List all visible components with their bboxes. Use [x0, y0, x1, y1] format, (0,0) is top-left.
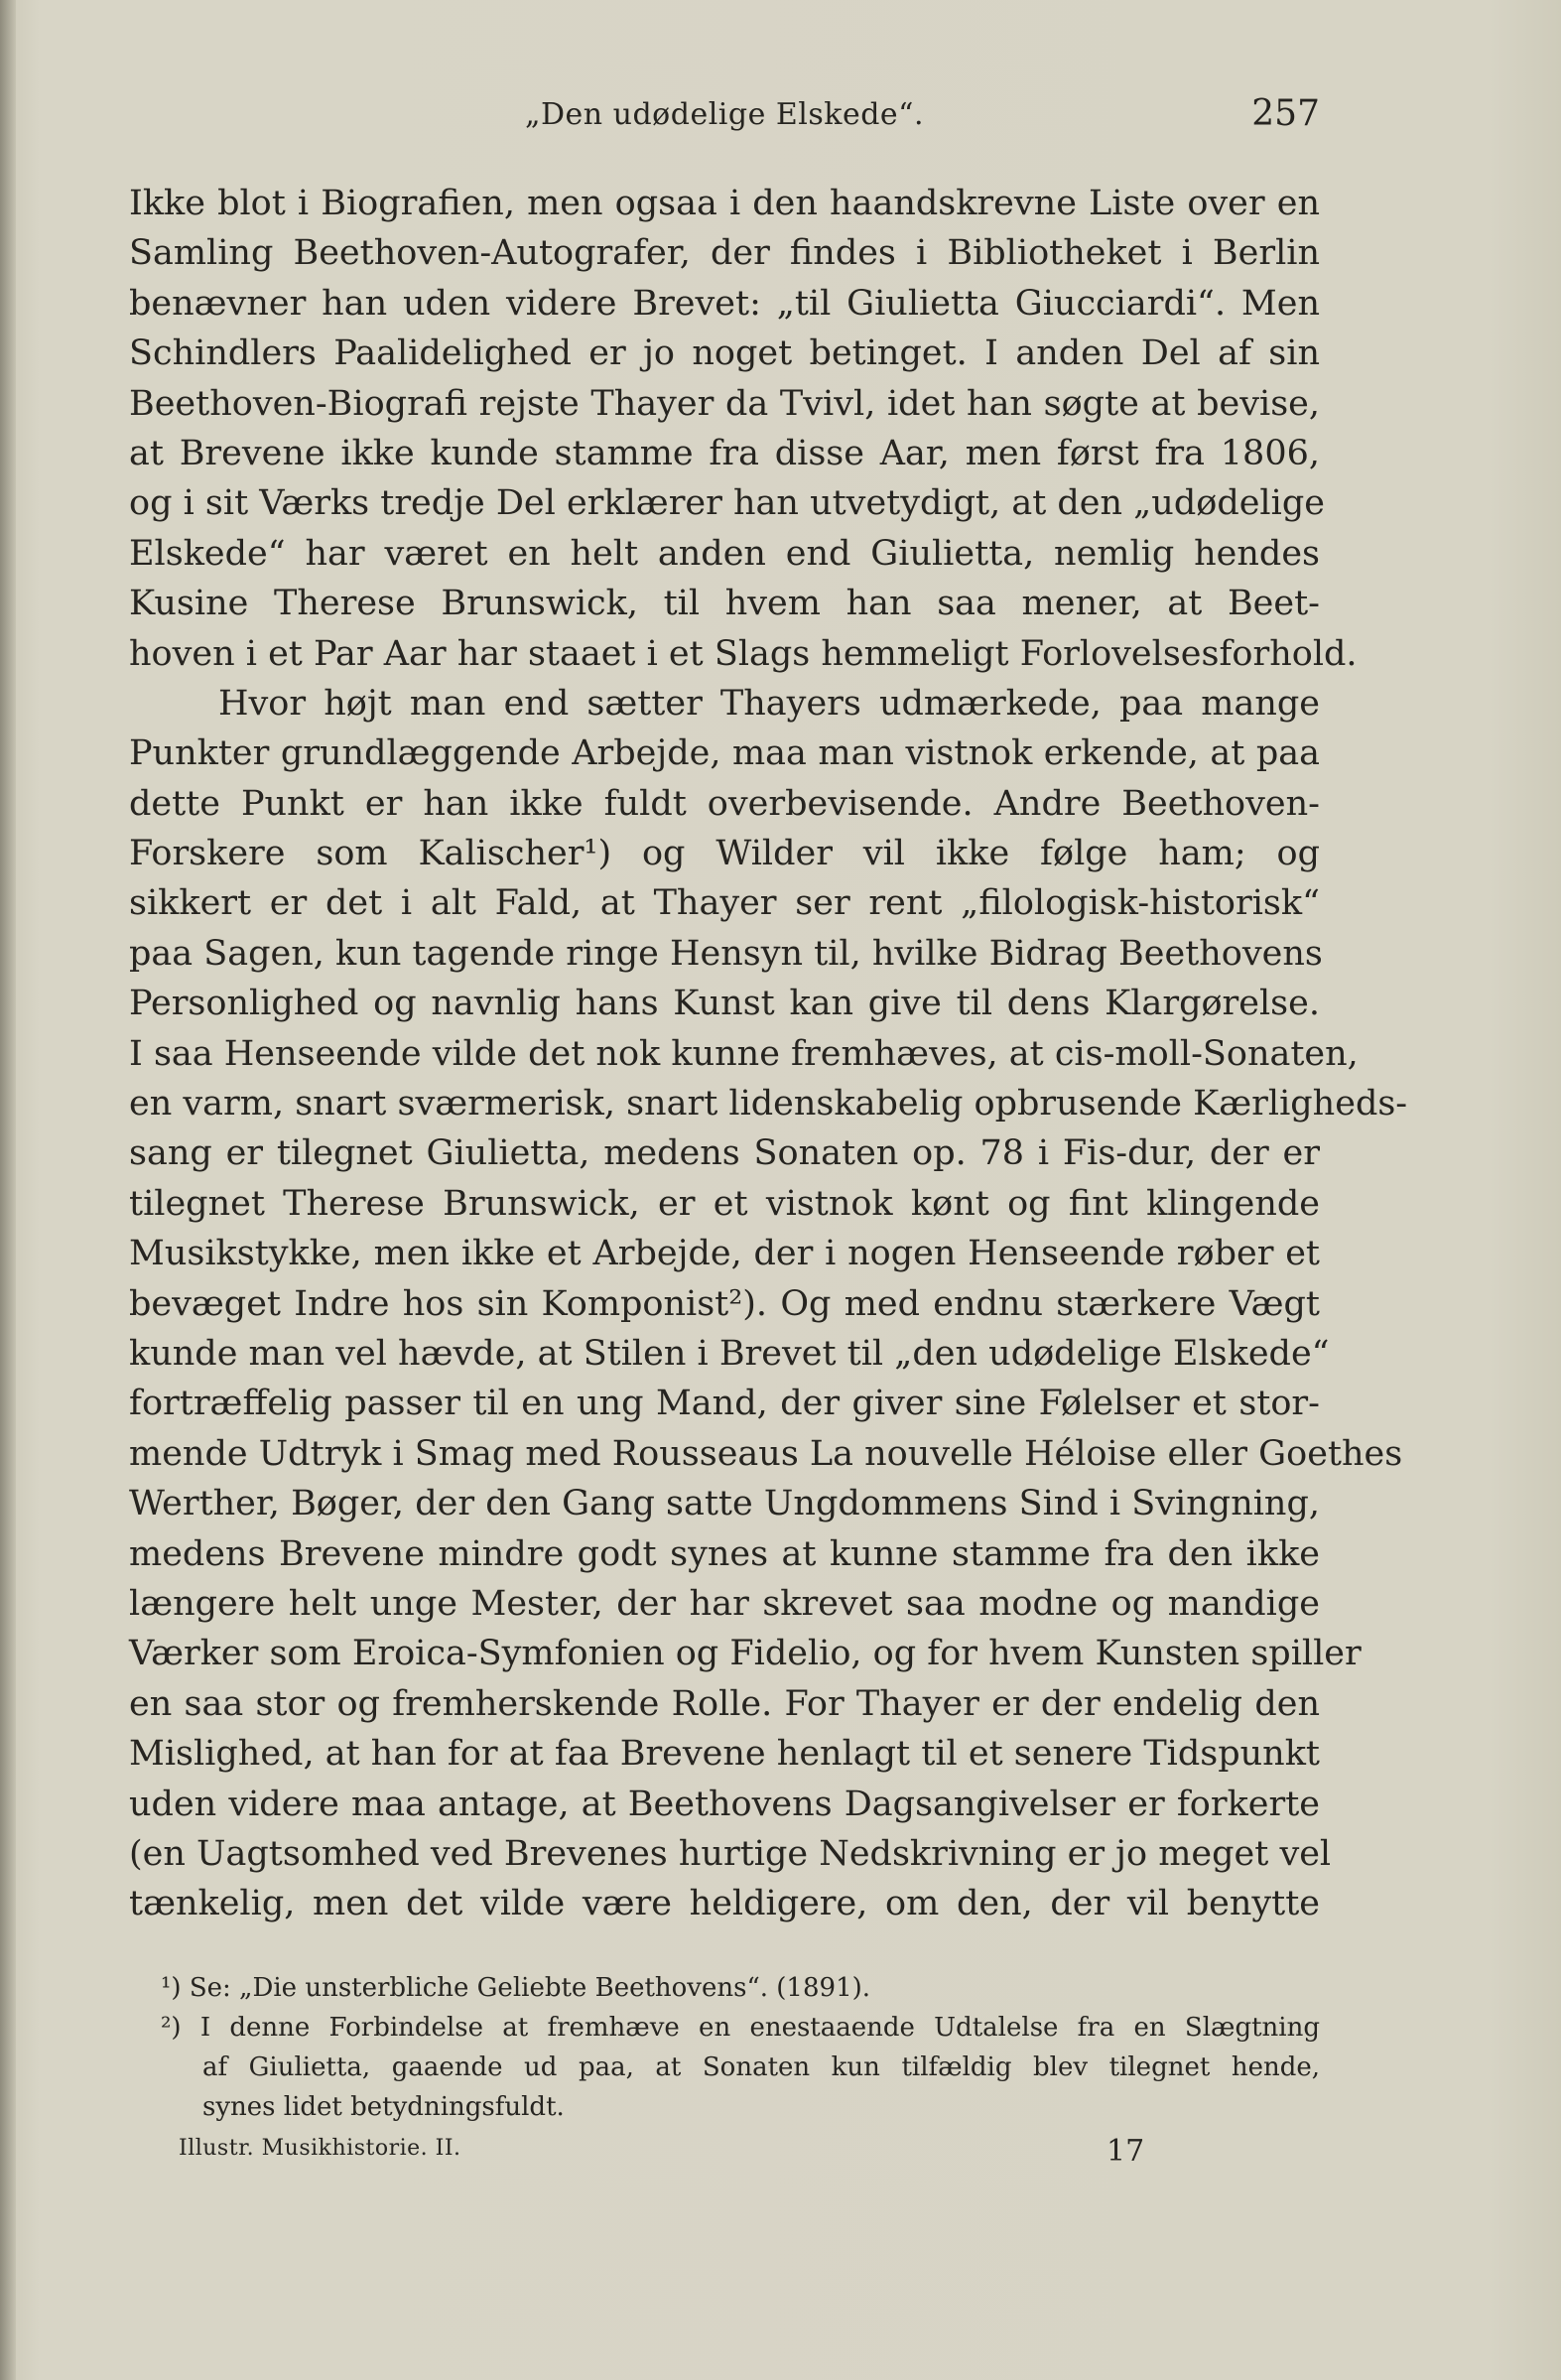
signature-source: Illustr. Musikhistorie. II.: [179, 2136, 461, 2161]
page-header: [129, 93, 1320, 141]
text-line: (en Uagtsomhed ved Brevenes hurtige Nedskrivning er jo meget vel: [129, 1833, 1332, 1874]
text-line: sikkert er det i alt Fald, at Thayer ser rent „filologisk-historisk“: [129, 883, 1320, 924]
text-line: mende Udtryk i Smag med Rousseaus La nouvelle Héloise eller Goethes: [129, 1433, 1403, 1474]
footnote-2-continued: synes lidet betydningsfuldt.: [202, 2092, 565, 2122]
text-line: og i sit Værks tredje Del erklærer han utvetydigt, at den „udødelige: [129, 483, 1325, 524]
text-line: længere helt unge Mester, der har skrevet saa modne og mandige: [129, 1583, 1320, 1624]
text-line: Personlighed og navnlig hans Kunst kan give til dens Klargørelse.: [129, 984, 1320, 1024]
signature-number: 17: [1106, 2134, 1145, 2169]
text-line: Mislighed, at han for at faa Brevene henlagt til et senere Tidspunkt: [129, 1734, 1320, 1775]
text-line: tænkelig, men det vilde være heldigere, om den, der vil benytte: [129, 1884, 1320, 1924]
text-line: hoven i et Par Aar har staaet i et Slags hemmeligt Forlovelsesforhold.: [129, 633, 1358, 674]
text-line: Elskede“ har været en helt anden end Giulietta, nemlig hendes: [129, 533, 1320, 574]
text-line: dette Punkt er han ikke fuldt overbevisende. Andre Beethoven-: [129, 783, 1320, 824]
text-line: Punkter grundlæggende Arbejde, maa man vistnok erkende, at paa: [129, 733, 1320, 774]
text-line: Værker som Eroica-Symfonien og Fidelio, og for hvem Kunsten spiller: [129, 1634, 1362, 1674]
text-line: Kusine Therese Brunswick, til hvem han saa mener, at Beet-: [129, 584, 1320, 624]
footnote-2-continued: af Giulietta, gaaende ud paa, at Sonaten kun tilfældig blev tilegnet hende,: [202, 2052, 1320, 2082]
text-line: Schindlers Paalidelighed er jo noget betinget. I anden Del af sin: [129, 333, 1320, 374]
text-line: bevæget Indre hos sin Komponist²). Og med endnu stærkere Vægt: [129, 1283, 1320, 1324]
running-title: „Den udødelige Elskede“.: [524, 97, 925, 132]
footnotes: [161, 1968, 1320, 2127]
text-line: Beethoven-Biografi rejste Thayer da Tvivl, idet han søgte at bevise,: [129, 383, 1320, 424]
text-line: kunde man vel hævde, at Stilen i Brevet til „den udødelige Elskede“: [129, 1333, 1330, 1374]
body-text: [129, 179, 1408, 1929]
text-line: Ikke blot i Biografien, men ogsaa i den haandskrevne Liste over en: [129, 184, 1320, 223]
footnote-1: ¹) Se: „Die unsterbliche Geliebte Beethovens“. (1891).: [161, 1973, 871, 2003]
text-line: en varm, snart sværmerisk, snart lidenskabelig opbrusende Kærligheds-: [129, 1084, 1408, 1124]
text-line: uden videre maa antage, at Beethovens Dagsangivelser er forkerte: [129, 1784, 1320, 1824]
paragraph-start-line: Hvor højt man end sætter Thayers udmærkede, paa mange: [218, 683, 1320, 724]
text-line: paa Sagen, kun tagende ringe Hensyn til, hvilke Bidrag Beethovens: [129, 933, 1323, 974]
text-line: fortræffelig passer til en ung Mand, der giver sine Følelser et stor-: [129, 1384, 1320, 1424]
text-line: sang er tilegnet Giulietta, medens Sonaten op. 78 i Fis-dur, der er: [129, 1133, 1320, 1174]
text-line: I saa Henseende vilde det nok kunne fremhæves, at cis-moll-Sonaten,: [129, 1033, 1359, 1074]
text-line: at Brevene ikke kunde stamme fra disse Aar, men først fra 1806,: [129, 433, 1320, 473]
text-line: en saa stor og fremherskende Rolle. For Thayer er der endelig den: [129, 1683, 1320, 1724]
text-line: Forskere som Kalischer¹) og Wilder vil ikke følge ham; og: [129, 834, 1320, 874]
footnote-2: ²) I denne Forbindelse at fremhæve en enestaaende Udtalelse fra en Slægtning: [161, 2013, 1320, 2043]
signature-mark: [179, 2136, 1171, 2176]
text-line: tilegnet Therese Brunswick, er et vistnok kønt og fint klingende: [129, 1183, 1320, 1224]
text-line: benævner han uden videre Brevet: „til Giulietta Giucciardi“. Men: [129, 283, 1320, 324]
book-spine-shadow: [0, 0, 16, 2380]
text-line: Samling Beethoven-Autografer, der findes i Bibliotheket i Berlin: [129, 233, 1320, 274]
text-line: medens Brevene mindre godt synes at kunne stamme fra den ikke: [129, 1533, 1320, 1574]
page-number: 257: [1251, 93, 1320, 134]
text-line: Werther, Bøger, der den Gang satte Ungdommens Sind i Svingning,: [129, 1484, 1320, 1524]
text-line: Musikstykke, men ikke et Arbejde, der i nogen Henseende røber et: [129, 1234, 1320, 1274]
